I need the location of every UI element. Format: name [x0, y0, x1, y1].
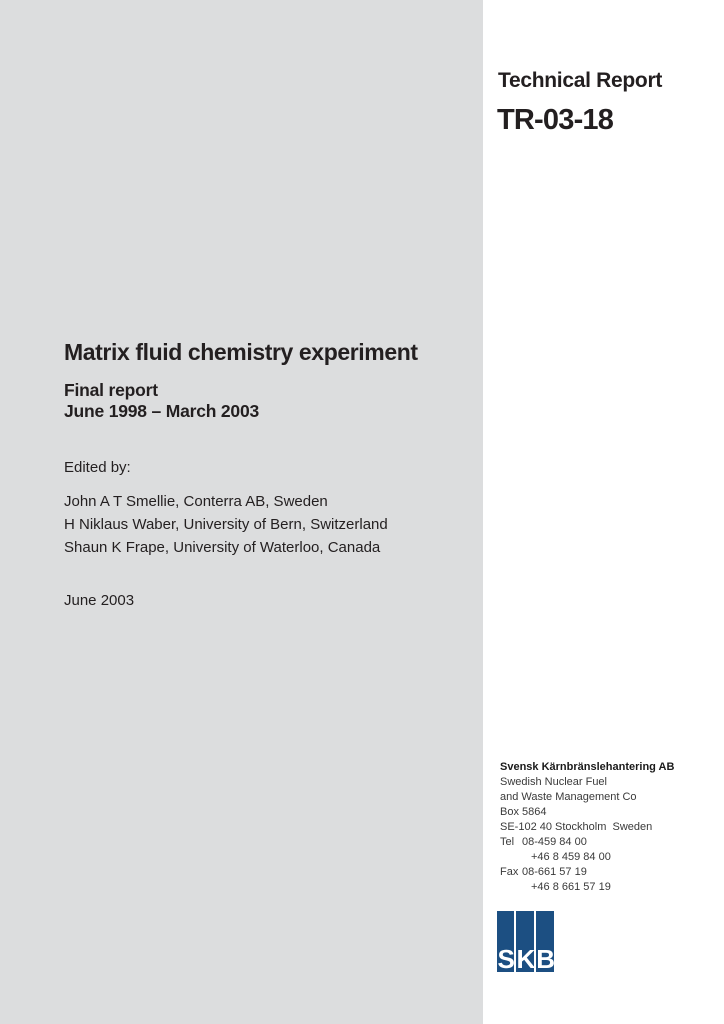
skb-logo-letter: S — [497, 943, 514, 974]
publisher-fax-line-intl: +46 8 661 57 19 — [531, 881, 611, 893]
publisher-tel-line-intl: +46 8 459 84 00 — [531, 851, 611, 863]
publisher-fax-line: Fax 08-661 57 19 — [500, 866, 587, 878]
publisher-address-block — [500, 760, 674, 895]
skb-logo — [497, 911, 554, 972]
editors-list — [64, 490, 388, 559]
editor-line: John A T Smellie, Conterra AB, Sweden — [64, 493, 328, 510]
publisher-address-line: and Waste Management Co — [500, 791, 637, 803]
editor-line: H Niklaus Waber, University of Bern, Switzerland — [64, 516, 388, 533]
report-type-heading: Technical Report — [498, 69, 663, 92]
publisher-address-line: Swedish Nuclear Fuel — [500, 776, 607, 788]
skb-logo-bar — [536, 911, 554, 972]
tel-label: Tel — [500, 836, 515, 848]
publisher-address-line: Box 5864 — [500, 806, 547, 818]
skb-logo-letter: K — [516, 943, 535, 974]
skb-logo-bar — [516, 911, 534, 972]
subtitle-line-date-range: June 1998 – March 2003 — [64, 401, 260, 421]
publication-date: June 2003 — [64, 592, 135, 609]
edited-by-label: Edited by: — [64, 459, 131, 476]
publisher-address-line: SE-102 40 Stockholm Sweden — [500, 821, 653, 833]
report-number: TR-03-18 — [497, 104, 614, 136]
publisher-tel-line: Tel 08-459 84 00 — [500, 836, 587, 848]
report-subtitle — [64, 380, 259, 422]
skb-logo-bar — [497, 911, 514, 972]
publisher-name: Svensk Kärnbränslehantering AB — [500, 761, 675, 773]
report-title: Matrix fluid chemistry experiment — [64, 339, 418, 365]
subtitle-line-final-report: Final report — [64, 380, 158, 400]
skb-logo-letter: B — [536, 943, 554, 974]
editor-line: Shaun K Frape, University of Waterloo, Canada — [64, 539, 381, 556]
fax-label: Fax — [500, 866, 519, 878]
